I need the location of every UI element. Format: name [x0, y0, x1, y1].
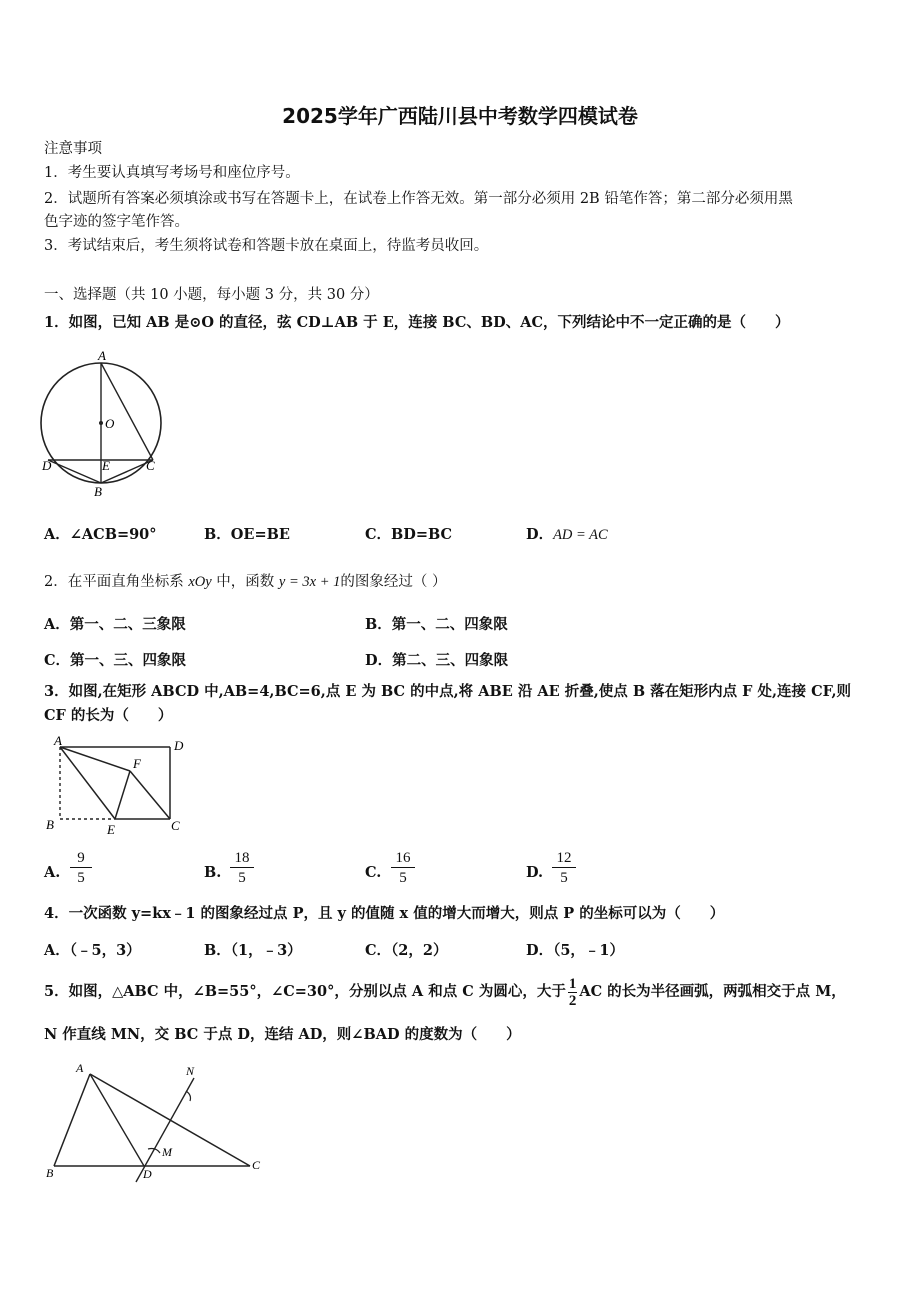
q3-option-a-fraction: [70, 849, 92, 888]
q3-option-d-label: D.: [526, 864, 544, 881]
label-A: A: [98, 348, 106, 363]
q3-option-c-fraction: [391, 849, 415, 888]
q2-stem-mid: 中，函数: [211, 574, 279, 590]
notes-heading: 注意事项: [44, 141, 102, 157]
fraction-denominator: 5: [238, 870, 246, 886]
question-3-stem-line2: CF 的长为（ ）: [44, 707, 173, 724]
fraction-denominator: 5: [560, 870, 568, 886]
q4-option-b: B．（1，﹣3）: [204, 942, 302, 959]
q5-triangle-figure: [38, 1058, 274, 1188]
question-1-stem: 1．如图，已知 AB 是⊙O 的直径，弦 CD⊥AB 于 E，连接 BC、BD、AC，下列结论中不一定正确的是（ ）: [44, 314, 790, 331]
label-C: C: [252, 1158, 261, 1172]
question-3-stem-line1: 3．如图,在矩形 ABCD 中,AB=4,BC=6,点 E 为 BC 的中点,将 ABE 沿 AE 折叠,使点 B 落在矩形内点 F 处,连接 CF,则: [44, 683, 852, 700]
q1-option-b: B．OE=BE: [204, 526, 290, 543]
q2-math-xoy: xOy: [188, 574, 212, 590]
q1-option-d: [526, 524, 608, 546]
q2-option-d: D．第二、三、四象限: [365, 652, 509, 669]
q2-stem-post: 的图象经过（ ）: [340, 574, 447, 590]
label-E: E: [102, 458, 110, 473]
q3-rectangle-figure: [40, 733, 200, 843]
q5-fraction: [568, 976, 578, 1009]
section-heading: 一、选择题（共 10 小题，每小题 3 分，共 30 分）: [44, 287, 379, 303]
q3-option-b-label: B.: [204, 864, 222, 881]
fraction-numerator: 12: [552, 849, 576, 868]
label-D: D: [143, 1167, 152, 1181]
q2-math-function: y = 3x + 1: [278, 574, 341, 590]
note-item: 1．考生要认真填写考场号和座位序号。: [44, 165, 300, 181]
q2-option-a: A．第一、二、三象限: [44, 616, 186, 633]
q3-option-d-fraction: [552, 849, 576, 888]
q2-option-c: C．第一、三、四象限: [44, 652, 187, 669]
q5-stem-pre: 5．如图，△ABC 中，∠B=55°，∠C=30°，分别以点 A 和点 C 为圆心，大于: [44, 983, 566, 1000]
label-C: C: [171, 818, 180, 833]
q1-option-d-math: AD = AC: [553, 527, 608, 543]
q2-option-b: B．第一、二、四象限: [365, 616, 508, 633]
fraction-numerator: 1: [568, 975, 577, 992]
label-D: D: [174, 738, 184, 753]
question-2-stem: [44, 571, 446, 593]
fraction-numerator: 9: [70, 849, 92, 868]
q4-option-d: D．（5，﹣1）: [526, 942, 625, 959]
note-item: 2．试题所有答案必须填涂或书写在答题卡上，在试卷上作答无效。第一部分必须用 2B 铅笔作答；第二部分必须用黑: [44, 191, 793, 207]
question-4-stem: 4．一次函数 y=kx﹣1 的图象经过点 P，且 y 的值随 x 值的增大而增大，则点 P 的坐标可以为（ ）: [44, 905, 725, 922]
label-F: F: [133, 756, 141, 771]
fraction-numerator: 16: [391, 849, 415, 868]
label-M: M: [162, 1145, 172, 1159]
fraction-denominator: 5: [399, 870, 407, 886]
label-D: D: [42, 458, 52, 473]
label-E: E: [107, 822, 115, 837]
q1-option-a: A．∠ACB=90°: [44, 526, 157, 543]
q1-circle-figure: [38, 348, 168, 500]
question-5-stem-line2: N 作直线 MN，交 BC 于点 D，连结 AD，则∠BAD 的度数为（ ）: [44, 1026, 521, 1043]
q4-option-c: C．（2，2）: [365, 942, 448, 959]
label-O: O: [105, 416, 115, 431]
q5-stem-post: AC 的长为半径画弧，两弧相交于点 M，: [579, 983, 846, 1000]
q3-option-c-label: C.: [365, 864, 382, 881]
q2-stem-pre: 2．在平面直角坐标系: [44, 574, 189, 590]
fraction-denominator: 5: [77, 870, 85, 886]
fraction-numerator: 18: [230, 849, 254, 868]
label-A: A: [76, 1061, 84, 1075]
q1-option-d-label: D．: [526, 526, 554, 543]
q4-option-a: A．（﹣5，3）: [44, 942, 141, 959]
q3-option-a-label: A.: [44, 864, 61, 881]
note-item: 色字迹的签字笔作答。: [44, 214, 189, 230]
label-N: N: [186, 1064, 195, 1078]
label-A: A: [54, 733, 62, 748]
label-B: B: [94, 484, 102, 499]
fraction-denominator: 2: [568, 992, 577, 1009]
label-B: B: [46, 1166, 54, 1180]
q3-option-b-fraction: [230, 849, 254, 888]
q1-option-c: C．BD=BC: [365, 526, 453, 543]
label-B: B: [46, 817, 54, 832]
question-5-stem-line1: [44, 972, 846, 1012]
note-item: 3．考试结束后，考生须将试卷和答题卡放在桌面上，待监考员收回。: [44, 238, 489, 254]
page-title: 2025学年广西陆川县中考数学四模试卷: [282, 104, 638, 128]
label-C: C: [146, 458, 155, 473]
